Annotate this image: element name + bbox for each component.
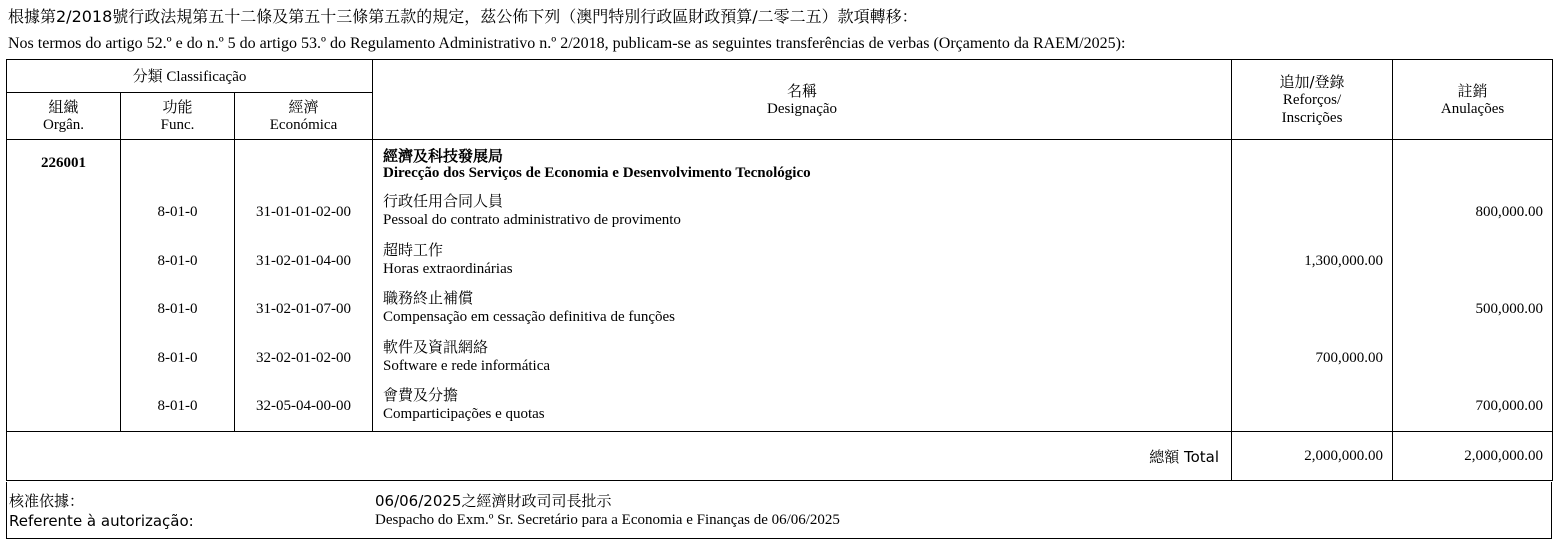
total-label-cell xyxy=(7,432,1232,481)
item-name-pt: Comparticipações e quotas xyxy=(383,406,545,422)
reinforce-pt2: Inscrições xyxy=(1281,109,1343,126)
econ-zh: 經濟 xyxy=(288,98,319,116)
authorization-value-pt: Despacho do Exm.º Sr. Secretário para a Economia e Finanças de 06/06/2025 xyxy=(375,512,840,528)
econ-code: 31-02-01-07-00 xyxy=(256,301,351,317)
item-name-zh: 軟件及資訊網絡 xyxy=(383,337,489,356)
intro-portuguese: Nos termos do artigo 52.º e do n.º 5 do artigo 53.º do Regulamento Administrativo n.º 2/2018, publicam-se as seguintes transferências de verbas (Orçamento da RAEM/2025): xyxy=(8,35,1126,52)
item-name-zh: 會費及分擔 xyxy=(383,386,459,404)
organ-pt: Orgân. xyxy=(43,117,84,133)
econ-column xyxy=(235,140,373,432)
designation-zh: 名稱 xyxy=(787,81,818,100)
intro-chinese: 根據第2/2018號行政法規第五十二條及第五十三條第五款的規定，茲公佈下列（澳門特別行政區財政預算/二零二五）款項轉移： xyxy=(8,7,918,26)
designation-pt: Designação xyxy=(767,100,838,117)
item-name-pt: Horas extraordinárias xyxy=(383,260,513,277)
func-code: 8-01-0 xyxy=(157,398,198,414)
econ-header xyxy=(235,93,373,140)
func-code: 8-01-0 xyxy=(157,204,198,220)
func-code: 8-01-0 xyxy=(157,252,198,269)
reinforce-pt1: Reforços/ xyxy=(1282,91,1342,108)
authorization-footer xyxy=(6,482,1552,539)
organ-zh: 組織 xyxy=(48,98,79,116)
func-pt: Func. xyxy=(160,117,195,133)
econ-code: 31-02-01-04-00 xyxy=(256,252,351,269)
total-reinforce: 2,000,000.00 xyxy=(1232,432,1393,481)
cancel-amount: 800,000.00 xyxy=(1475,204,1544,220)
transfer-table xyxy=(6,59,1553,481)
item-name-zh: 行政任用合同人員 xyxy=(383,192,504,210)
cancel-amount: 500,000.00 xyxy=(1475,301,1544,317)
econ-code: 31-01-01-02-00 xyxy=(256,204,351,220)
authorization-label-pt: Referente à autorização: xyxy=(9,512,194,530)
cancel-column xyxy=(1393,140,1553,432)
reinforce-amount: 1,300,000.00 xyxy=(1304,252,1384,269)
reinforce-column xyxy=(1232,140,1393,432)
organ-name-pt: Direcção dos Serviços de Economia e Desenvolvimento Tecnológico xyxy=(383,165,811,181)
reinforce-amount: 700,000.00 xyxy=(1315,349,1384,366)
organ-header xyxy=(7,93,121,140)
classification-pt: Classificação xyxy=(166,68,247,85)
cancel-zh: 註銷 xyxy=(1457,81,1488,100)
designation-column xyxy=(373,140,1232,432)
item-name-pt: Compensação em cessação definitiva de funções xyxy=(383,309,675,325)
reinforce-header xyxy=(1232,60,1393,140)
item-name-pt: Pessoal do contrato administrativo de provimento xyxy=(383,212,681,228)
item-name-zh: 超時工作 xyxy=(383,240,444,259)
authorization-value-zh: 06/06/2025之經濟財政司司長批示 xyxy=(375,492,612,510)
item-name-zh: 職務終止補償 xyxy=(383,289,474,307)
total-cancel: 2,000,000.00 xyxy=(1393,432,1553,481)
organ-column xyxy=(7,140,121,432)
func-header xyxy=(121,93,235,140)
func-code: 8-01-0 xyxy=(157,301,198,317)
econ-code: 32-02-01-02-00 xyxy=(256,349,351,366)
classification-header xyxy=(7,60,373,93)
organ-name-zh: 經濟及科技發展局 xyxy=(383,147,504,165)
econ-pt: Económica xyxy=(269,117,338,133)
designation-header xyxy=(373,60,1232,140)
organ-code: 226001 xyxy=(41,155,86,171)
total-label: 總額 Total xyxy=(1149,447,1220,466)
func-zh: 功能 xyxy=(162,98,193,116)
func-code: 8-01-0 xyxy=(157,349,198,366)
func-column xyxy=(121,140,235,432)
econ-code: 32-05-04-00-00 xyxy=(256,398,351,414)
classification-zh: 分類 xyxy=(132,66,163,85)
cancel-header xyxy=(1393,60,1553,140)
cancel-pt: Anulações xyxy=(1440,100,1505,117)
authorization-label-zh: 核准依據： xyxy=(9,492,85,510)
reinforce-zh: 追加/登錄 xyxy=(1279,72,1345,91)
cancel-amount: 700,000.00 xyxy=(1475,398,1544,414)
item-name-pt: Software e rede informática xyxy=(383,357,551,374)
